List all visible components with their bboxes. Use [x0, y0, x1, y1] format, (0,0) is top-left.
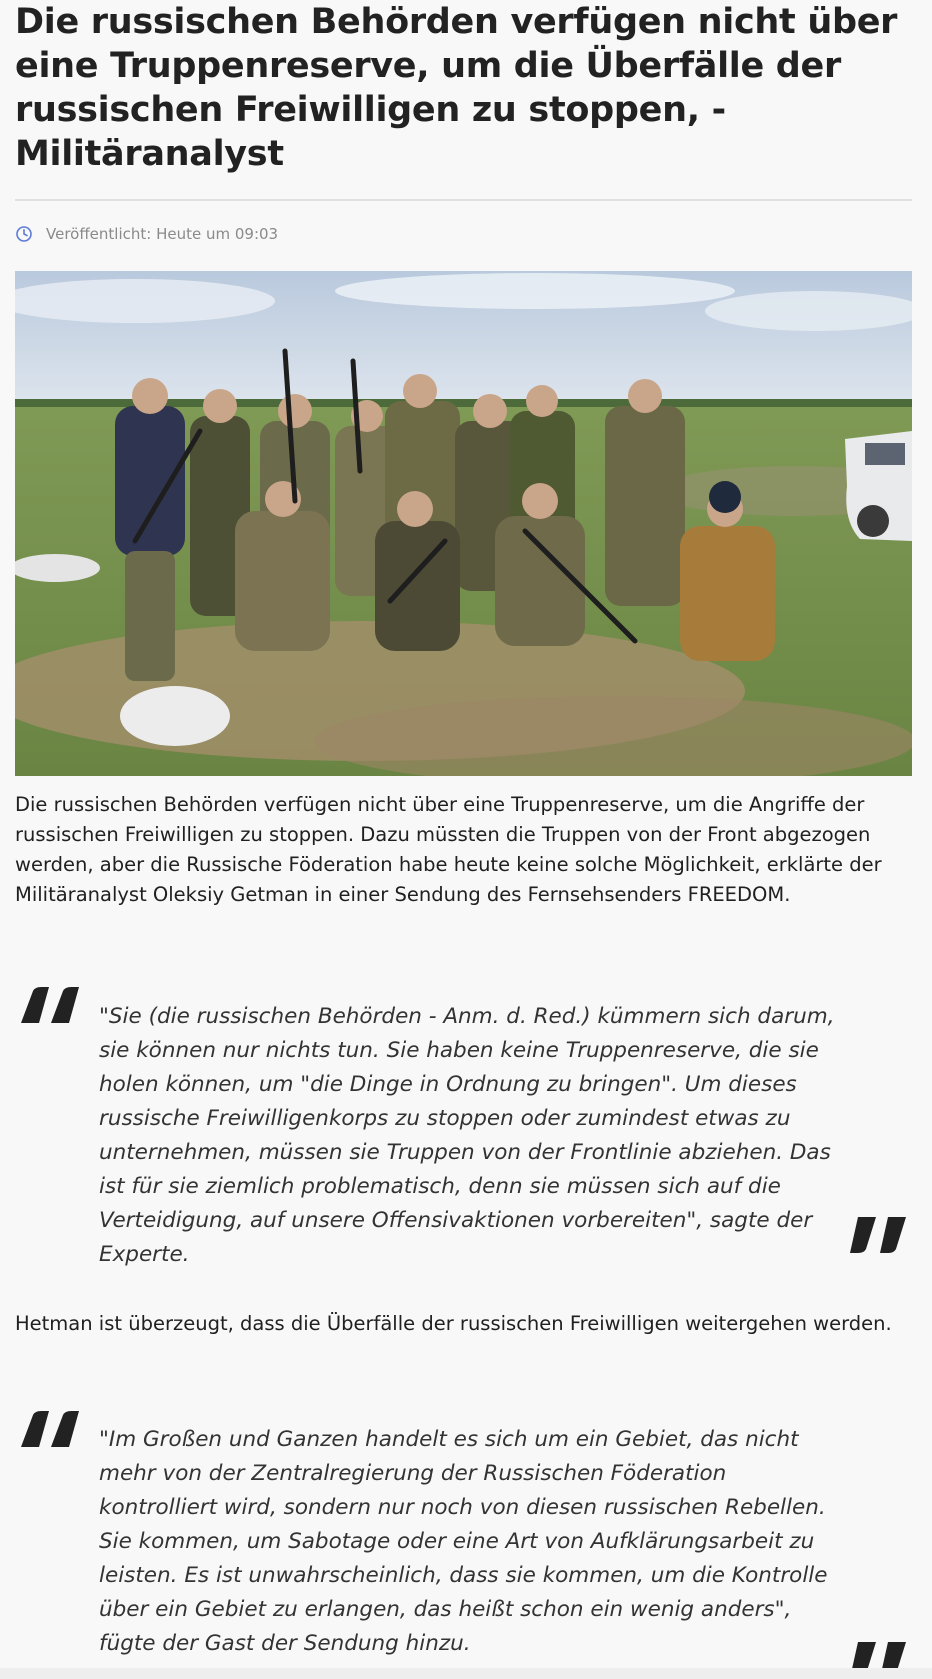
quote-text-2: "Im Großen und Ganzen handelt es sich um ein Gebiet, das nicht mehr von der Zentralregierung der Russischen Föderation kontrolliert wird, sondern nur noch von diesen russischen Rebellen. Sie kommen, um Sabotage oder eine Art von Aufklärungsarbeit zu leisten. Es ist unwahrscheinlich, dass sie kommen, um die Kontrolle über ein Gebiet zu erlangen, das heißt schon ein wenig anders", fügte der Gast der Sendung hinzu. [99, 1427, 828, 1656]
blockquote-1 [15, 985, 912, 1267]
article-paragraph-2: Hetman ist überzeugt, dass die Überfälle der russischen Freiwilligen weitergehen werden. [15, 1312, 892, 1335]
publish-meta [15, 222, 278, 246]
title-divider [15, 199, 912, 201]
publish-date: Veröffentlicht: Heute um 09:03 [46, 225, 279, 243]
article-title: Die russischen Behörden verfügen nicht über eine Truppenreserve, um die Überfälle der russischen Freiwilligen zu stoppen, - Militäranalyst [15, 2, 898, 174]
bottom-edge [0, 1668, 932, 1679]
quote-open-icon [21, 987, 81, 1023]
article-paragraph-1: Die russischen Behörden verfügen nicht über eine Truppenreserve, um die Angriffe der russischen Freiwilligen zu stoppen. Dazu müssten die Truppen von der Front abgezogen werden, aber die Russische Föderation habe heute keine solche Möglichkeit, erklärte der Militäranalyst Oleksiy Getman in einer Sendung des Fernsehsenders FREEDOM. [15, 793, 882, 906]
blockquote-2 [15, 1409, 912, 1679]
article-photo [15, 271, 912, 776]
quote-text-1: "Sie (die russischen Behörden - Anm. d. Red.) kümmern sich darum, sie können nur nichts tun. Sie haben keine Truppenreserve, die sie holen können, um "die Dinge in Ordnung zu bringen". Um dieses russische Freiwilligenkorps zu stoppen oder zumindest etwas zu unternehmen, müssen sie Truppen von der Frontlinie abziehen. Das ist für sie ziemlich problematisch, denn sie müssen sich auf die Verteidigung, auf unsere Offensivaktionen vorbereiten", sagte der Experte. [99, 1004, 835, 1267]
quote-open-icon [21, 1411, 81, 1447]
headline-container [15, 0, 912, 176]
clock-icon [15, 225, 33, 243]
quote-close-icon [846, 1217, 906, 1253]
